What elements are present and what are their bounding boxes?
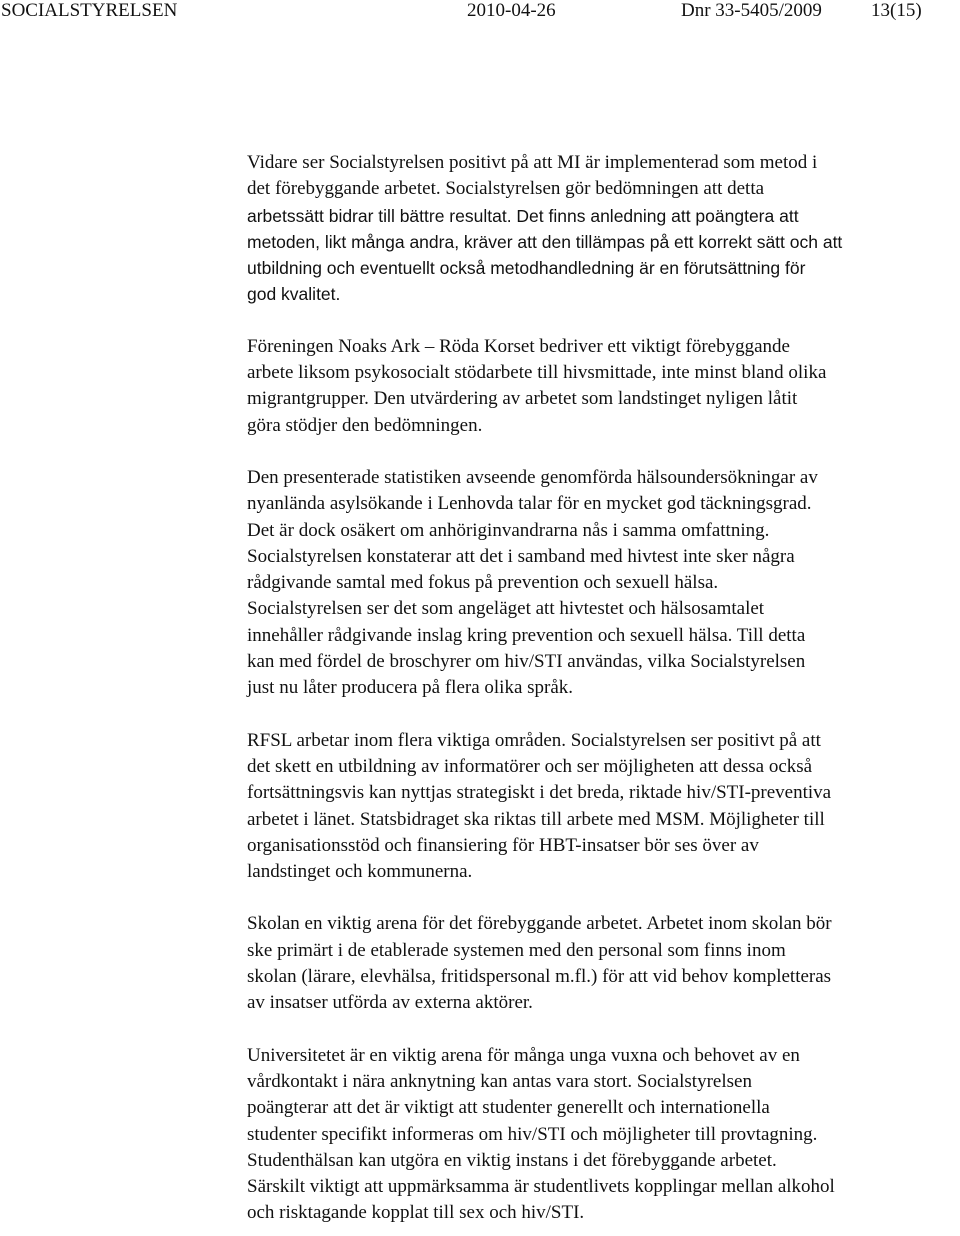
text-line: just nu låter producera på flera olika språk. — [247, 677, 574, 699]
text-line: RFSL arbetar inom flera viktiga områden. Socialstyrelsen ser positivt på att — [247, 729, 821, 751]
text-line: Särskilt viktigt att uppmärksamma är studentlivets kopplingar mellan alkohol — [247, 1176, 835, 1198]
document-date: 2010-04-26 — [467, 0, 556, 21]
text-line: god kvalitet. — [247, 284, 341, 305]
text-line: det förebyggande arbetet. Socialstyrelsen gör bedömningen att detta — [247, 178, 765, 200]
page-header — [0, 0, 960, 28]
organization-name: SOCIALSTYRELSEN — [1, 0, 178, 21]
text-line: migrantgrupper. Den utvärdering av arbetet som landstinget nyligen låtit — [247, 388, 798, 410]
text-line: studenter specifikt informeras om hiv/STI och möjligheter till provtagning. — [247, 1123, 818, 1145]
text-line: Studenthälsan kan utgöra en viktig instans i det förebyggande arbetet. — [247, 1149, 777, 1171]
text-line: fortsättningsvis kan nyttjas strategiskt i det breda, riktade hiv/STI-preventiva — [247, 782, 832, 804]
text-line: skolan (lärare, elevhälsa, fritidspersonal m.fl.) för att vid behov kompletteras — [247, 966, 832, 988]
text-line: innehåller rådgivande inslag kring prevention och sexuell hälsa. Till detta — [247, 624, 806, 646]
reference-number: Dnr 33-5405/2009 — [681, 0, 822, 21]
page-number: 13(15) — [871, 0, 922, 21]
paragraph-school — [247, 911, 957, 1016]
document-body — [247, 150, 957, 1227]
text-line: Föreningen Noaks Ark – Röda Korset bedriver ett viktigt förebyggande — [247, 335, 790, 357]
text-line: av insatser utförda av externa aktörer. — [247, 992, 533, 1014]
text-line: Socialstyrelsen konstaterar att det i samband med hivtest inte sker några — [247, 545, 795, 567]
text-line: kan med fördel de broschyrer om hiv/STI användas, vilka Socialstyrelsen — [247, 651, 806, 673]
text-line: rådgivande samtal med fokus på prevention och sexuell hälsa. — [247, 572, 719, 594]
text-line: ske primärt i de etablerade systemen med den personal som finns inom — [247, 939, 786, 961]
text-line: organisationsstöd och finansiering för HBT-insatser bör ses över av — [247, 834, 759, 856]
text-line: det skett en utbildning av informatörer och ser möjligheten att dessa också — [247, 755, 813, 777]
paragraph-noaks-ark — [247, 334, 957, 439]
text-line: landstinget och kommunerna. — [247, 861, 473, 883]
text-line: arbetssätt bidrar till bättre resultat. Det finns anledning att poängtera att — [247, 205, 799, 226]
text-line: Socialstyrelsen ser det som angeläget att hivtestet och hälsosamtalet — [247, 598, 765, 620]
paragraph-mi-method — [247, 150, 957, 308]
paragraph-rfsl — [247, 728, 957, 886]
text-line: utbildning och eventuellt också metodhandledning är en förutsättning för — [247, 258, 806, 279]
text-line: Den presenterade statistiken avseende genomförda hälsoundersökningar av — [247, 466, 818, 488]
text-line: och risktagande kopplat till sex och hiv/STI. — [247, 1202, 585, 1224]
text-line: nyanlända asylsökande i Lenhovda talar för en mycket god täckningsgrad. — [247, 493, 812, 515]
text-line: göra stödjer den bedömningen. — [247, 414, 483, 436]
text-line: Vidare ser Socialstyrelsen positivt på att MI är implementerad som metod i — [247, 152, 818, 173]
text-line: arbete liksom psykosocialt stödarbete till hivsmittade, inte minst bland olika — [247, 362, 827, 384]
text-line: arbetet i länet. Statsbidraget ska riktas till arbete med MSM. Möjligheter till — [247, 808, 825, 830]
text-line: Det är dock osäkert om anhöriginvandrarna nås i samma omfattning. — [247, 519, 770, 541]
paragraph-statistics — [247, 465, 957, 702]
text-line: Skolan en viktig arena för det förebyggande arbetet. Arbetet inom skolan bör — [247, 913, 832, 935]
text-line: metoden, likt många andra, kräver att den tillämpas på ett korrekt sätt och att — [247, 231, 843, 252]
text-line: vårdkontakt i nära anknytning kan antas vara stort. Socialstyrelsen — [247, 1070, 752, 1092]
paragraph-university — [247, 1043, 957, 1227]
text-line: Universitetet är en viktig arena för många unga vuxna och behovet av en — [247, 1044, 800, 1066]
text-line: poängterar att det är viktigt att studenter generellt och internationella — [247, 1097, 770, 1119]
